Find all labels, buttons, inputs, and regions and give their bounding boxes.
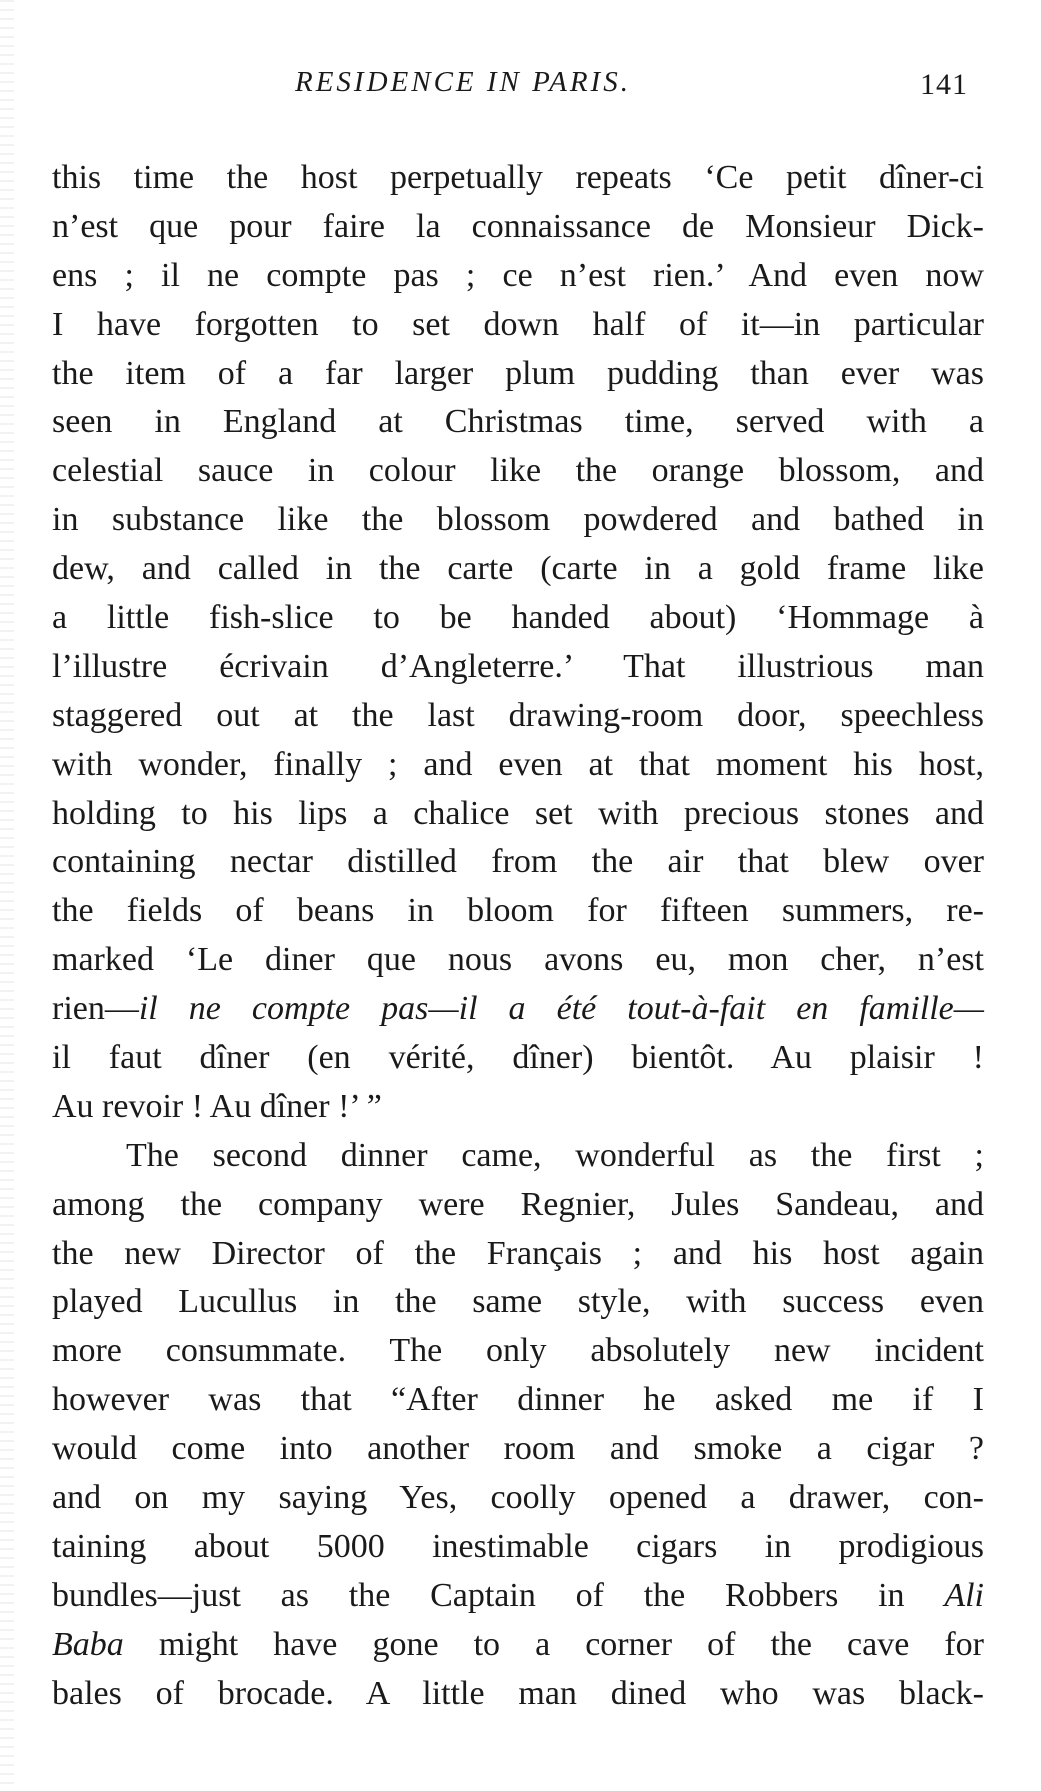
page-header <box>0 66 1041 110</box>
text-line: however was that “After dinner he asked me if I <box>52 1381 984 1419</box>
text-line: and on my saying Yes, coolly opened a drawer, con- <box>52 1479 984 1517</box>
text-line: dew, and called in the carte (carte in a gold frame like <box>52 550 984 588</box>
page-number: 141 <box>920 68 968 101</box>
text-line: the item of a far larger plum pudding than ever was <box>52 354 984 392</box>
running-head: RESIDENCE IN PARIS. <box>295 66 631 98</box>
text-line: rien—il ne compte pas—il a été tout-à-fait en famille— <box>52 990 984 1028</box>
italic-phrase: Ali <box>944 1576 984 1614</box>
italic-phrase: il ne compte pas—il a été tout-à-fait en famille— <box>138 990 984 1028</box>
text-line: among the company were Regnier, Jules Sandeau, and <box>52 1185 984 1223</box>
text-line: this time the host perpetually repeats ‘Ce petit dîner-ci <box>52 159 984 196</box>
text-line: taining about 5000 inestimable cigars in prodigious <box>52 1527 984 1565</box>
text-line: played Lucullus in the same style, with success even <box>52 1283 984 1321</box>
text-line: The second dinner came, wonderful as the first ; <box>126 1136 984 1174</box>
paragraph-2 <box>52 1132 984 1719</box>
text-line: holding to his lips a chalice set with precious stones and <box>52 794 984 832</box>
text-line: staggered out at the last drawing-room door, speechless <box>52 696 984 734</box>
text-line: seen in England at Christmas time, served with a <box>52 403 984 441</box>
text-line: containing nectar distilled from the air that blew over <box>52 843 984 881</box>
text-line: bundles—just as the Captain of the Robbers in Ali <box>52 1576 984 1614</box>
page-edge-shadow <box>0 0 14 1791</box>
text-line: marked ‘Le diner que nous avons eu, mon cher, n’est <box>52 941 984 979</box>
text-line: more consummate. The only absolutely new incident <box>52 1332 984 1370</box>
text-line: with wonder, finally ; and even at that moment his host, <box>52 745 984 783</box>
paragraph-1 <box>52 154 984 1132</box>
text-line: a little fish-slice to be handed about) ‘Hommage à <box>52 599 984 637</box>
italic-phrase: Baba <box>52 1625 124 1663</box>
body-text <box>52 154 984 1719</box>
text-line: in substance like the blossom powdered and bathed in <box>52 501 984 539</box>
text-line: n’est que pour faire la connaissance de Monsieur Dick- <box>52 207 984 245</box>
text-line: the fields of beans in bloom for fifteen summers, re- <box>52 892 984 930</box>
text-line: ens ; il ne compte pas ; ce n’est rien.’ And even now <box>52 256 984 294</box>
text-line: Au revoir ! Au dîner !’ ” <box>52 1087 382 1125</box>
text-line: would come into another room and smoke a cigar ? <box>52 1430 984 1468</box>
text-line: l’illustre écrivain d’Angleterre.’ That illustrious man <box>52 647 984 685</box>
text-line: bales of brocade. A little man dined who was black- <box>52 1674 984 1712</box>
text-line: the new Director of the Français ; and his host again <box>52 1234 984 1272</box>
text-line: celestial sauce in colour like the orange blossom, and <box>52 452 984 490</box>
text-line: il faut dîner (en vérité, dîner) bientôt. Au plaisir ! <box>52 1039 984 1077</box>
text-line: Baba might have gone to a corner of the cave for <box>52 1625 984 1663</box>
text-line: I have forgotten to set down half of it—in particular <box>52 305 984 343</box>
